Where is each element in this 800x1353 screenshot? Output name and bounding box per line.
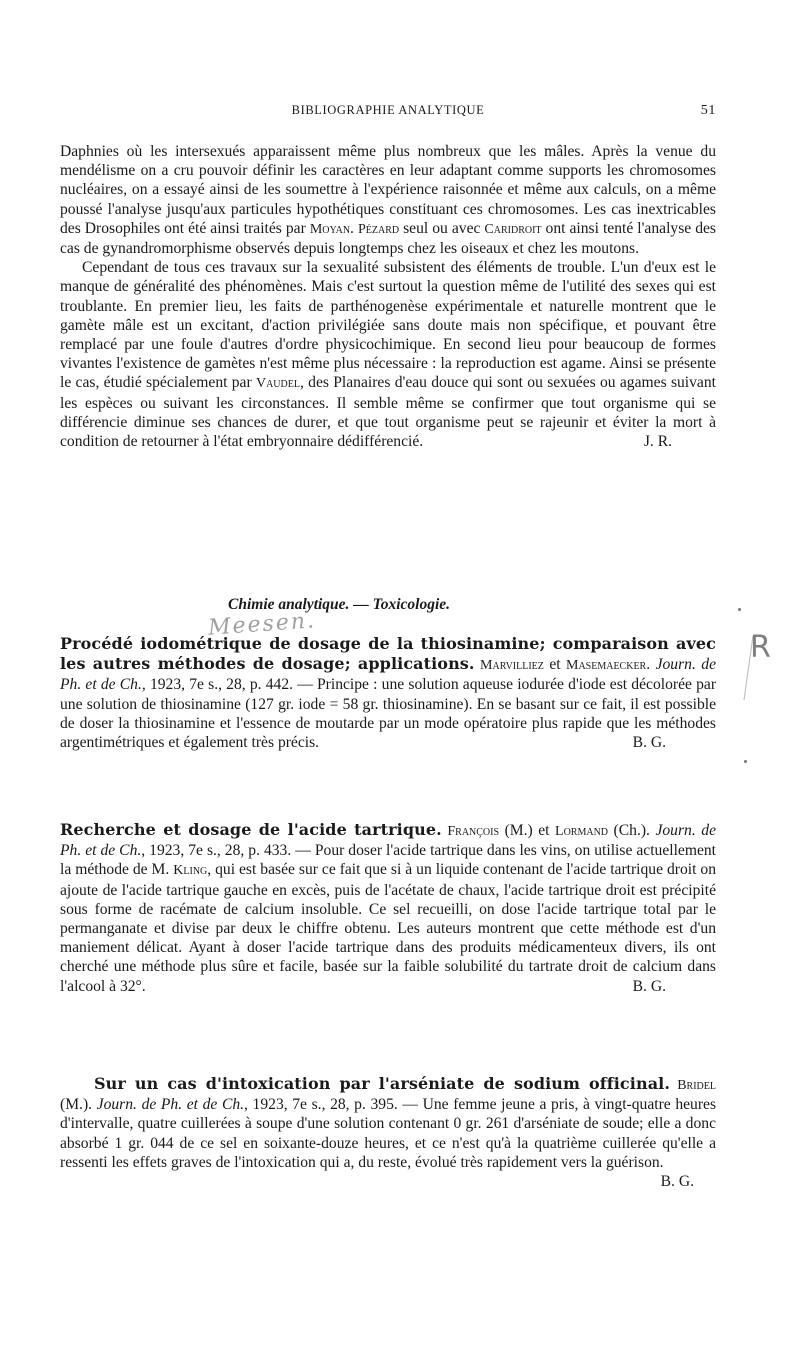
entry-arsenate: [60, 1074, 716, 1191]
section-heading: Chimie analytique. — Toxicologie.: [228, 596, 451, 613]
paragraph-1: Daphnies où les intersexués apparaissent même plus nombreux que les mâles. Après la venue du mendélisme on a cru pouvoir définir les caractères en leur adaptant comme supports les chromosomes nucléaires, on a essayé ainsi de les soumettre à l'expérience raisonnée et même aux calculs, on a même poussé l'analyse jusqu'aux particules hypothétiques constituant ces chromosomes. Les cas inextricables des Drosophiles ont été ainsi traités par Moyan. Pézard seul ou avec Caridroit ont ainsi tenté l'analyse des cas de gynandromorphisme observés depuis longtemps chez les oiseaux et chez les moutons.: [60, 143, 716, 258]
author-name: Vaudel: [255, 376, 300, 392]
page-number: 51: [700, 103, 716, 118]
entry-title: Recherche et dosage de l'acide tartrique.: [60, 820, 442, 839]
running-title: BIBLIOGRAPHIE ANALYTIQUE: [291, 103, 485, 117]
handwritten-annotation: Meesen.: [207, 608, 317, 641]
author-name: Lormand: [555, 824, 609, 839]
author-name: Masemaecker: [566, 658, 647, 674]
entry-title: Procédé iodométrique de dosage de la thiosinamine; comparaison avec les autres méthodes de dosage; applications.: [60, 634, 716, 674]
journal-name: Journ. de Ph. et de Ch.: [96, 1096, 245, 1114]
author-name: Pézard: [357, 221, 400, 237]
signature: B. G.: [660, 1173, 694, 1191]
signature: J. R.: [643, 433, 672, 451]
author-name: Caridroit: [484, 221, 542, 237]
running-head: [60, 103, 716, 123]
paragraph-2: Cependant de tous ces travaux sur la sexualité subsistent des éléments de trouble. L'un d'eux est le manque de généralité des phénomènes. Mais c'est surtout la question même de l'utilité des sexes qui est troublante. En premier lieu, les faits de parthénogenèse expérimentale et naturelle montrent que le gamète mâle est un excitant, d'action privilégiée sans doute mais non spécifique, et pouvant être remplacé par une foule d'autres d'ordre physicochimique. En second lieu pour beaucoup de formes vivantes l'existence de gamètes n'est même plus nécessaire : la reproduction est agame. Ainsi se présente le cas, étudié spécialement par Vaudel, des Planaires d'eau douce qui sont ou sexuées ou agames suivant les espèces ou suivant les circonstances. Il semble même se confirmer que tout organisme qui se différencie diminue ses chances de durer, et que tout organisme peut se rajeunir et éviter la mort à condition de retourner à l'état embryonnaire dédifférencié. J. R.: [60, 259, 716, 451]
entry-thiosinamine: [60, 634, 716, 752]
author-name: Bridel: [677, 1078, 716, 1093]
margin-mark: R: [750, 630, 771, 665]
entry-tartaric-acid: [60, 820, 716, 996]
journal-name: Journ. de Ph. et de Ch.: [60, 822, 716, 860]
author-name: Marvilliez: [480, 658, 544, 674]
speck: [744, 760, 747, 763]
speck: [738, 608, 741, 611]
entry-paragraph: Sur un cas d'intoxication par l'arséniate de sodium officinal. Bridel (M.). Journ. de Ph. et de Ch., 1923, 7e s., 28, p. 395. — Une femme jeune a pris, à vingt-quatre heures d'intervalle, quatre cuillerées à soupe d'une solution contenant 0 gr. 261 d'arséniate de soude; elle a donc absorbé 1 gr. 044 de ce sel en soixante-douze heures, et ce n'est qu'à la quatrième cuillerée qu'elle a ressenti les effets graves de l'intoxication qui a, du reste, évolué très rapidement vers la guérison. B. G.: [60, 1074, 717, 1191]
entry-paragraph: Recherche et dosage de l'acide tartrique. François (M.) et Lormand (Ch.). Journ. de Ph. et de Ch., 1923, 7e s., 28, p. 433. — Pour doser l'acide tartrique dans les vins, on utilise actuellement la méthode de M. Kling, qui est basée sur ce fait que si à un liquide contenant de l'acide tartrique droit on ajoute de l'acide tartrique gauche en excès, puis de l'acétate de chaux, l'acide tartrique droit est précipité sous forme de racémate de calcium insoluble. Ce sel recueilli, on dose l'acide tartrique total par le permanganate et divise par deux le chiffre obtenu. Les auteurs montrent que cette méthode est d'un maniement délicat. Ayant à doser l'acide tartrique dans des produits médicamenteux divers, ils ont cherché une méthode plus sûre et facile, basée sur la faible solubilité du tartrate droit de calcium dans l'alcool à 32°. B. G.: [60, 820, 717, 995]
author-name: Moyan: [309, 221, 351, 237]
entry-paragraph: Procédé iodométrique de dosage de la thiosinamine; comparaison avec les autres méthodes de dosage; applications. Marvilliez et Masemaecker. Journ. de Ph. et de Ch., 1923, 7e s., 28, p. 442. — Principe : une solution aqueuse iodurée d'iode est décolorée par une solution de thiosinamine (127 gr. iode = 58 gr. thiosinamine). En se basant sur ce fait, il est possible de doser la thiosinamine et l'essence de moutarde par un mode opératoire plus rapide que les méthodes argentimétriques et également très précis. B. G.: [60, 634, 717, 752]
author-name: François: [447, 824, 500, 839]
signature: B. G.: [632, 734, 666, 752]
entry-title: Sur un cas d'intoxication par l'arséniate de sodium officinal.: [94, 1074, 671, 1093]
signature: B. G.: [632, 977, 666, 995]
review-sexuality: [60, 142, 716, 451]
journal-name: Journ. de Ph. et de Ch.: [60, 656, 716, 694]
author-name: Kling: [173, 863, 208, 879]
